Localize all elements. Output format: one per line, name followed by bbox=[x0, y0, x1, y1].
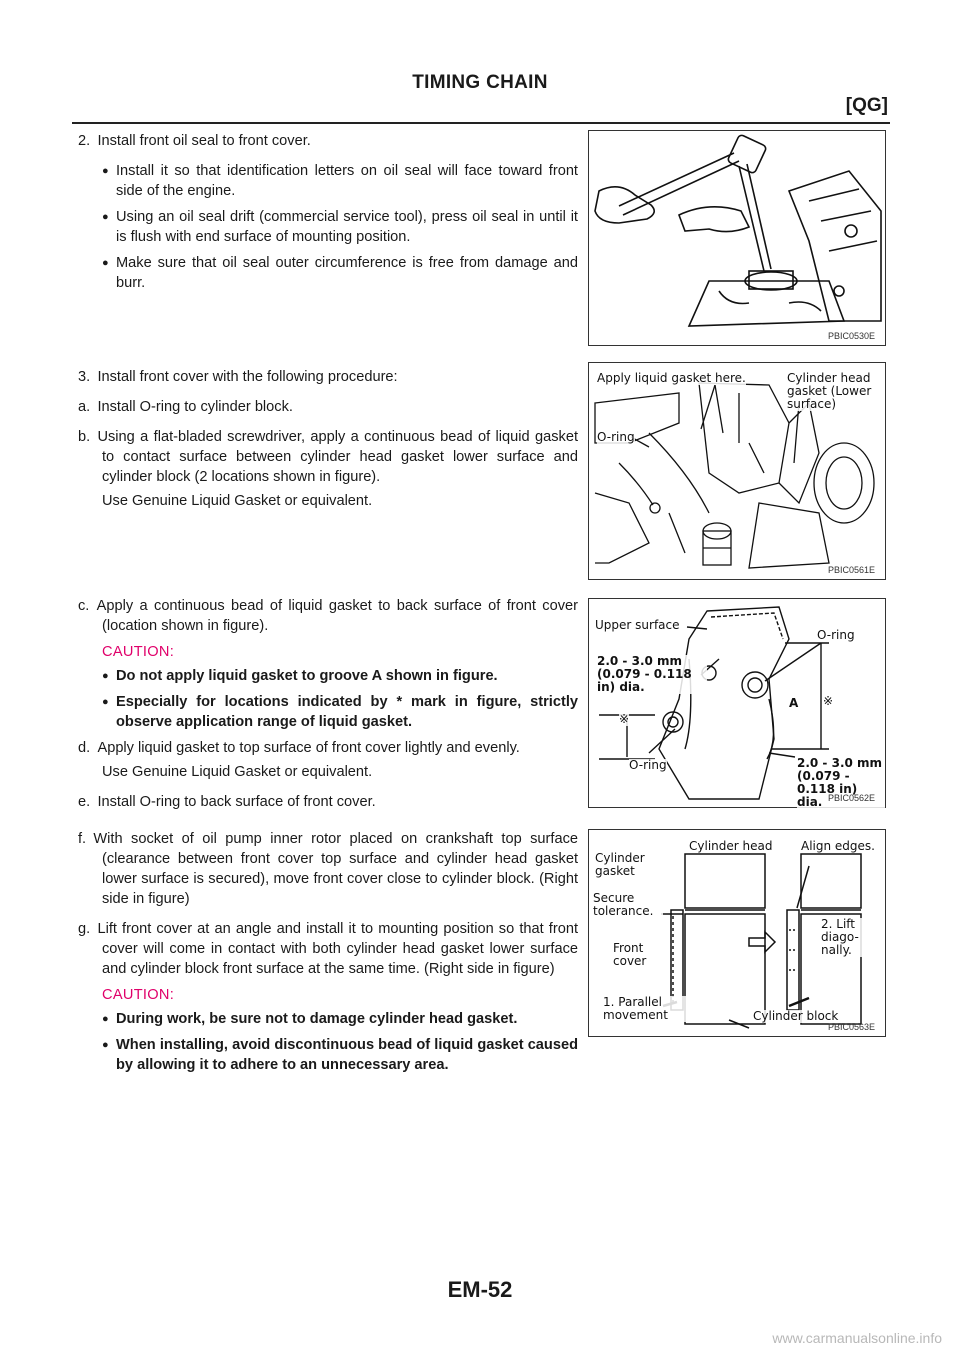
label-oring-bottom: O-ring bbox=[629, 758, 667, 772]
step-e-text: e. Install O-ring to back surface of front cover. bbox=[78, 794, 376, 810]
header-divider bbox=[72, 122, 890, 124]
figure-oil-seal-drift bbox=[588, 130, 886, 346]
step-f-text: f. With socket of oil pump inner rotor placed on crankshaft top surface (clearance between front cover top surface and cylinder head gasket lower surface is secured), move front cover close to cylinder block. (Right side in figure) bbox=[78, 831, 578, 907]
bullet-item: ● Make sure that oil seal outer circumference is free from damage and burr. bbox=[102, 253, 578, 293]
figure-id: PBIC0561E bbox=[827, 565, 875, 575]
label-oring: O-ring bbox=[597, 430, 635, 444]
page-header-title: TIMING CHAIN bbox=[412, 72, 548, 93]
step-f-block bbox=[78, 829, 578, 1081]
label-dimension-2: 2.0 - 3.0 mm (0.079 - 0.118 in) dia. bbox=[797, 757, 885, 809]
figure-front-cover-installation bbox=[588, 829, 886, 1037]
label-oring-top: O-ring bbox=[817, 628, 855, 642]
caution-item: ● Especially for locations indicated by * mark in figure, strictly observe application range of liquid gasket. bbox=[102, 692, 578, 732]
step-b-note: Use Genuine Liquid Gasket or equivalent. bbox=[102, 493, 373, 509]
caution-item: ● When installing, avoid discontinuous bead of liquid gasket caused by allowing it to adhere to an unnecessary area. bbox=[102, 1035, 578, 1075]
step-d-note: Use Genuine Liquid Gasket or equivalent. bbox=[102, 764, 373, 780]
mark-right: ※ bbox=[823, 694, 834, 708]
step-c-block bbox=[78, 596, 578, 822]
step-g-cautions bbox=[102, 1009, 578, 1075]
step-c-text: c. Apply a continuous bead of liquid gasket to back surface of front cover (location shown in figure). bbox=[78, 598, 578, 634]
label-parallel-movement: 1. Parallel movement bbox=[603, 996, 703, 1022]
figure-front-cover-gasket bbox=[588, 598, 886, 808]
label-apply-gasket: Apply liquid gasket here. bbox=[597, 371, 746, 385]
figure-id: PBIC0563E bbox=[827, 1022, 875, 1032]
label-align-edges: Align edges. bbox=[801, 839, 875, 853]
label-groove-a: A bbox=[789, 696, 799, 710]
step-3-block bbox=[78, 367, 578, 521]
label-secure-tolerance: Secure tolerance. bbox=[593, 892, 663, 918]
caution-item: ● During work, be sure not to damage cylinder head gasket. bbox=[102, 1009, 578, 1029]
bullet-item: ● Install it so that identification letters on oil seal will face toward front side of the engine. bbox=[102, 161, 578, 201]
step-3-text: 3. Install front cover with the following procedure: bbox=[78, 369, 398, 385]
caution-label: CAUTION: bbox=[102, 644, 175, 660]
figure-liquid-gasket-locations bbox=[588, 362, 886, 580]
page-number: EM-52 bbox=[447, 1277, 513, 1302]
figure-id: PBIC0530E bbox=[827, 331, 875, 341]
step-2-bullets bbox=[102, 161, 578, 293]
label-cylinder-block: Cylinder block bbox=[753, 1009, 839, 1023]
figure-id: PBIC0562E bbox=[827, 793, 875, 803]
label-front-cover: Front cover bbox=[613, 942, 661, 968]
label-cylinder-head: Cylinder head bbox=[689, 839, 773, 853]
step-2-block bbox=[78, 131, 578, 299]
caution-item: ● Do not apply liquid gasket to groove A shown in figure. bbox=[102, 666, 578, 686]
step-c-cautions bbox=[102, 666, 578, 732]
step-b-text: b. Using a flat-bladed screwdriver, apply a continuous bead of liquid gasket to contact surface between cylinder head gasket lower surface and cylinder block (2 locations shown in figure). bbox=[78, 429, 578, 485]
section-code: [QG] bbox=[845, 95, 888, 116]
step-2-text: 2. Install front oil seal to front cover. bbox=[78, 133, 311, 149]
label-lift-diagonally: 2. Lift diago- nally. bbox=[821, 918, 883, 957]
watermark-site: www.carmanualsonline.info bbox=[772, 1330, 942, 1346]
caution-label: CAUTION: bbox=[102, 987, 175, 1003]
label-upper-surface: Upper surface bbox=[595, 618, 680, 632]
step-d-text: d. Apply liquid gasket to top surface of front cover lightly and evenly. bbox=[78, 740, 520, 756]
label-cylinder-gasket: Cylinder gasket bbox=[595, 852, 659, 878]
mark-left: ※ bbox=[619, 712, 630, 726]
step-a-text: a. Install O-ring to cylinder block. bbox=[78, 399, 293, 415]
step-g-text: g. Lift front cover at an angle and install it to mounting position so that front cover will come in contact with both cylinder head gasket lower surface and cylinder block front surface at the same time. (Right side in figure) bbox=[78, 921, 578, 977]
bullet-item: ● Using an oil seal drift (commercial service tool), press oil seal in until it is flush with end surface of mounting position. bbox=[102, 207, 578, 247]
label-head-gasket: Cylinder head gasket (Lower surface) bbox=[787, 372, 883, 411]
label-dimension-1: 2.0 - 3.0 mm (0.079 - 0.118 in) dia. bbox=[597, 655, 707, 694]
oil-seal-illustration bbox=[589, 131, 887, 347]
